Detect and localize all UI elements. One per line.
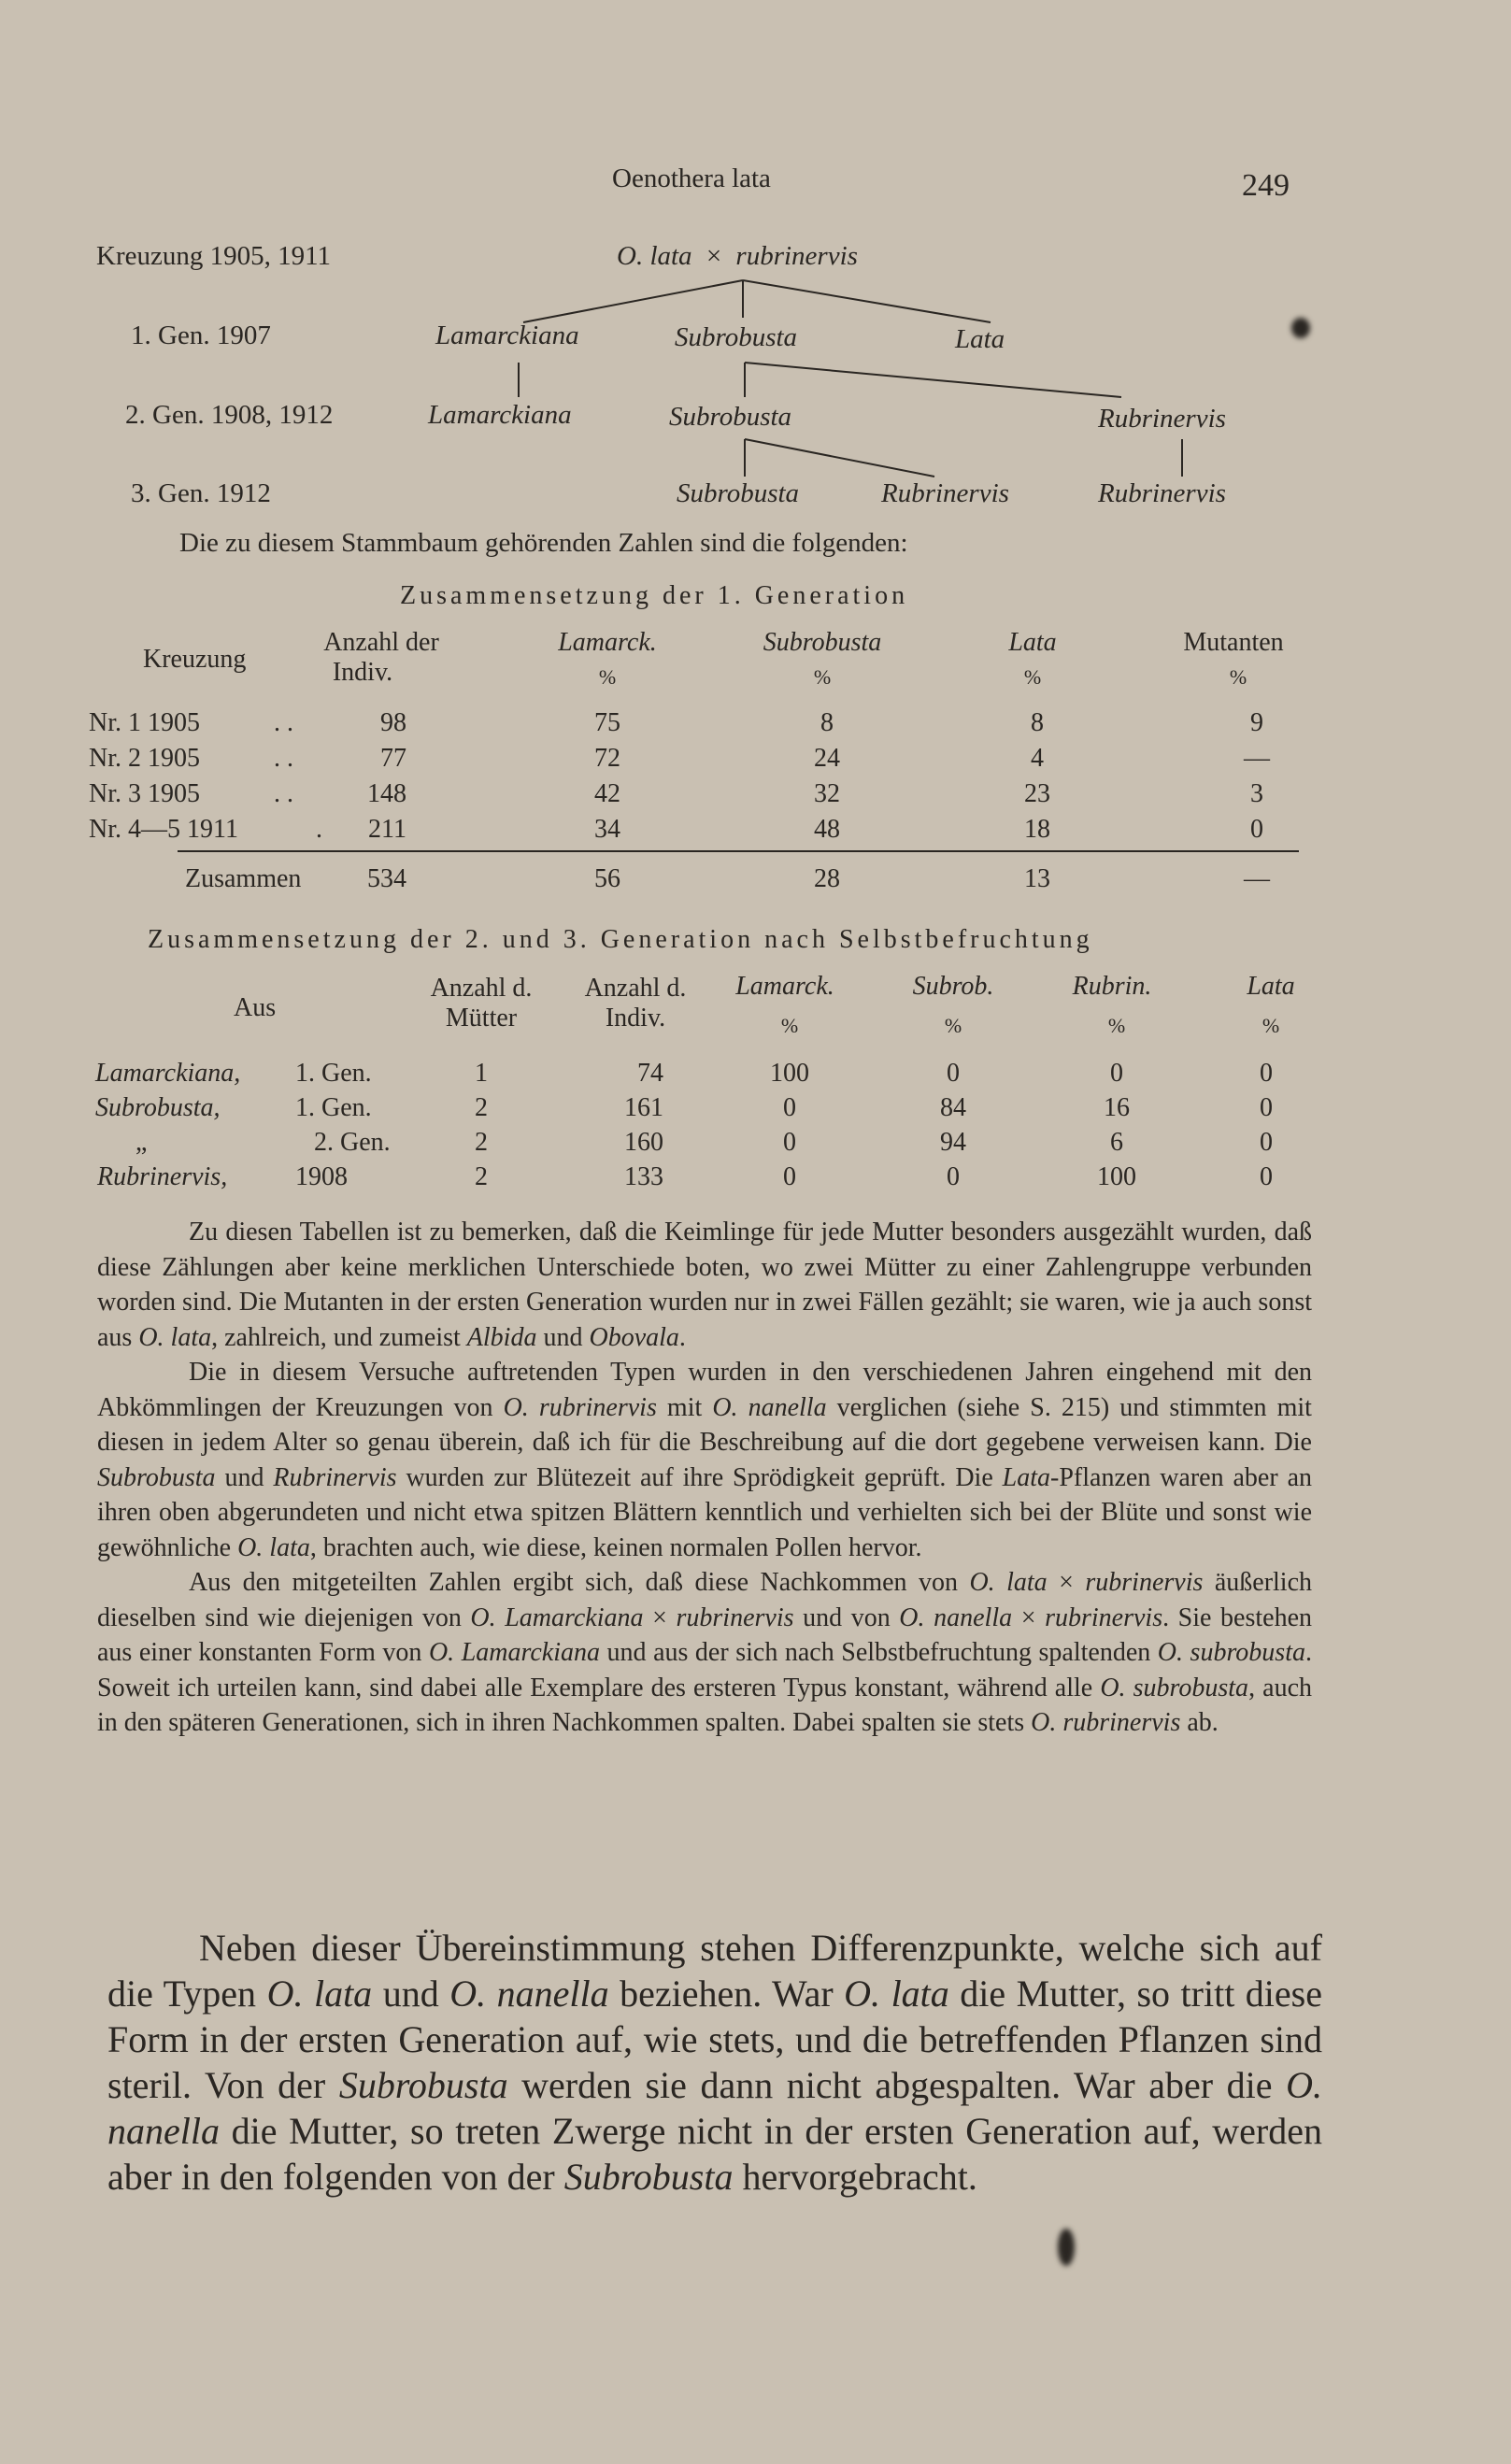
italic-span: O. lata (266, 1973, 373, 2015)
text-span: , zahlreich, und zumeist (211, 1322, 467, 1352)
row-lamarck: 42 (594, 779, 620, 808)
text-span: , auch in den späteren Generationen, sich in ihren Nachkommen spalten. Dabei spalten sie stets (97, 1673, 1313, 1737)
text-span: wurden zur Blütezeit auf ihre Sprödigkeit geprüft. Die (396, 1462, 1003, 1492)
table1-header-lata: Lata (1008, 628, 1057, 657)
table2-header-subrob: Subrob. (912, 972, 994, 1001)
table1-header-subrobusta: Subrobusta (763, 628, 882, 657)
cross-parent-b: rubrinervis (735, 241, 858, 271)
italic-span: Obovala (589, 1322, 679, 1352)
row-lamarck: 0 (783, 1093, 796, 1122)
table1-unit-lata: % (1023, 665, 1042, 689)
cross-formula (617, 241, 858, 272)
row-indiv: 160 (624, 1128, 663, 1157)
row-mutanten: — (1244, 744, 1270, 773)
row-label: Nr. 3 1905 (89, 779, 200, 808)
paragraph-3 (97, 1565, 1312, 1741)
row-lata: 4 (1031, 744, 1044, 773)
text-span: Zu diesen Tabellen ist zu bemerken, daß die Keimlinge für jede Mutter besonders ausgezählt wurden, daß diese Zählungen aber keine merklichen Unterschiede boten, wo zwei Mütter zu einer Zahlengruppe verbunden worden sind. Die Mutanten in der ersten Generation wurden nur in zwei Fällen gezählt; sie waren, wie ja auch sonst aus (97, 1218, 1312, 1352)
row-muetter: 1 (475, 1059, 488, 1088)
row-dots: . . (274, 779, 293, 808)
text-span: äußerlich dieselben sind wie diejenigen von (97, 1568, 1313, 1632)
text-span: , brachten auch, wie diese, keinen normalen Pollen hervor. (309, 1532, 922, 1562)
row-rubrin: 6 (1110, 1128, 1123, 1157)
table2-unit-lamarck: % (780, 1014, 799, 1037)
table2-unit-rubrin: % (1107, 1014, 1126, 1037)
gen1-lata: Lata (955, 324, 1005, 354)
total-lamarck: 56 (594, 864, 620, 893)
italic-span: O. lata (844, 1973, 949, 2015)
text-span: werden sie dann nicht abgespalten. War aber die (507, 2064, 1287, 2106)
page-number: 249 (1242, 168, 1290, 203)
row-gen: 1. Gen. (295, 1059, 372, 1088)
table1-header-anzahl (297, 628, 465, 688)
total-label: Zusammen (185, 864, 302, 893)
row-indiv: 98 (380, 708, 406, 737)
row-subrobusta: 32 (814, 779, 840, 808)
row-label: Nr. 4—5 1911 (89, 815, 238, 844)
text-span: × (643, 1602, 677, 1632)
row-dots: . (316, 815, 322, 844)
table1-title: Zusammensetzung der 1. Generation (400, 581, 909, 610)
row-rubrin: 16 (1104, 1093, 1130, 1122)
row-dots: . . (274, 708, 293, 737)
table2-title: Zusammensetzung der 2. und 3. Generation nach Selbstbefruchtung (148, 925, 1093, 954)
italic-span: Lata (1002, 1462, 1051, 1492)
italic-span: Albida (466, 1322, 537, 1352)
row-lata: 18 (1024, 815, 1050, 844)
row-dots: . . (274, 744, 293, 773)
italic-span: rubrinervis (676, 1602, 794, 1632)
italic-span: O. subrobusta (1100, 1673, 1249, 1702)
row-lamarck: 72 (594, 744, 620, 773)
table2-header-muetter-line1: Anzahl d. (430, 974, 533, 1003)
row-name: Subrobusta, (95, 1093, 221, 1122)
row-indiv: 77 (380, 744, 406, 773)
cross-parent-a: O. lata (617, 241, 692, 271)
table2-header-rubrin: Rubrin. (1072, 972, 1152, 1001)
table2-unit-subrob: % (944, 1014, 962, 1037)
table1-header-anzahl-line2: Indiv. (332, 658, 393, 687)
ink-smudge (1058, 2229, 1075, 2266)
row-indiv: 161 (624, 1093, 663, 1122)
text-span: . Sie bestehen aus einer konstanten Form von (97, 1602, 1313, 1667)
row-lata: 0 (1260, 1162, 1273, 1191)
total-subrobusta: 28 (814, 864, 840, 893)
table2-header-lata: Lata (1247, 972, 1295, 1001)
row-lata: 8 (1031, 708, 1044, 737)
italic-span: rubrinervis (1085, 1568, 1204, 1597)
text-span: und (215, 1462, 274, 1492)
row-subrobusta: 48 (814, 815, 840, 844)
row-lamarck: 100 (770, 1059, 809, 1088)
row-indiv: 211 (368, 815, 406, 844)
table2-header-indiv-line1: Anzahl d. (584, 974, 687, 1003)
table2-header-muetter-line2: Mütter (445, 1004, 518, 1033)
text-span: verglichen (siehe S. 215) und stimmten mit diesen in jedem Alter so genau überein, daß ich für die Beschreibung auf die dort gegebene verweisen kann. Die (97, 1392, 1312, 1457)
table2-header-indiv (561, 974, 710, 1033)
row-indiv: 148 (367, 779, 406, 808)
row-name: Rubrinervis, (97, 1162, 228, 1191)
row-gen: 1908 (295, 1162, 348, 1191)
total-mutanten: — (1244, 864, 1270, 893)
running-head: Oenothera lata (612, 164, 771, 193)
row-name: Lamarckiana, (95, 1059, 241, 1088)
pedigree-caption: Die zu diesem Stammbaum gehörenden Zahlen sind die folgenden: (179, 528, 908, 558)
text-span: die Mutter, so tritt diese Form in der ersten Generation auf, wie stets, und die betreffenden Pflanzen sind steril. Von der (107, 1973, 1322, 2106)
gen2-subrobusta: Subrobusta (669, 402, 792, 432)
row-mutanten: 9 (1250, 708, 1263, 737)
text-span: die Mutter, so treten Zwerge nicht in der ersten Generation auf, werden aber in den folgenden von der (107, 2110, 1322, 2198)
italic-span: O. lata (138, 1322, 212, 1352)
row-lata: 23 (1024, 779, 1050, 808)
table1-unit-mutanten: % (1229, 665, 1247, 689)
text-span: × (1012, 1602, 1046, 1632)
italic-span: Subrobusta (338, 2064, 508, 2106)
text-span: . Soweit ich urteilen kann, sind dabei alle Exemplare des ersteren Typus konstant, während alle (97, 1638, 1312, 1702)
row-muetter: 2 (475, 1093, 488, 1122)
table1-unit-lamarck: % (598, 665, 617, 689)
gen3-rubrinervis-b: Rubrinervis (1098, 478, 1226, 508)
text-span: und (536, 1322, 590, 1352)
italic-span: rubrinervis (1045, 1602, 1163, 1632)
total-lata: 13 (1024, 864, 1050, 893)
gen3-label: 3. Gen. 1912 (131, 478, 271, 508)
table1-header-lamarck: Lamarck. (558, 628, 657, 657)
table2-unit-lata: % (1262, 1014, 1280, 1037)
text-span: Die in diesem Versuche auftretenden Typen wurden in den verschiedenen Jahren eingehend mit den Abkömmlingen der Kreuzungen von (97, 1358, 1312, 1422)
row-lata: 0 (1260, 1128, 1273, 1157)
italic-span: O. rubrinervis (1031, 1708, 1181, 1737)
gen3-rubrinervis-a: Rubrinervis (881, 478, 1009, 508)
text-span: beziehen. War (608, 1973, 845, 2015)
row-name: „ (135, 1128, 148, 1157)
cross-label: Kreuzung 1905, 1911 (96, 241, 332, 271)
italic-span: O. Lamarckiana (470, 1602, 644, 1632)
gen1-subrobusta: Subrobusta (675, 322, 798, 352)
row-indiv: 133 (624, 1162, 663, 1191)
table1-rule (178, 850, 1299, 852)
row-lata: 0 (1260, 1059, 1273, 1088)
row-lamarck: 34 (594, 815, 620, 844)
italic-span: O. Lamarckiana (428, 1638, 600, 1667)
table1-header-mutanten: Mutanten (1183, 628, 1284, 657)
row-gen: 1. Gen. (295, 1093, 372, 1122)
text-span: und (372, 1973, 450, 2015)
gen1-label: 1. Gen. 1907 (131, 320, 271, 350)
row-subrob: 94 (940, 1128, 966, 1157)
italic-span: O. lata (237, 1532, 310, 1562)
row-label: Nr. 2 1905 (89, 744, 200, 773)
italic-span: Rubrinervis (273, 1462, 397, 1492)
table2-header-lamarck: Lamarck. (735, 972, 834, 1001)
row-subrobusta: 24 (814, 744, 840, 773)
paragraph-2 (97, 1355, 1312, 1565)
italic-span: O. lata (969, 1568, 1048, 1597)
row-rubrin: 0 (1110, 1059, 1123, 1088)
table2-header-indiv-line2: Indiv. (605, 1004, 666, 1033)
row-mutanten: 0 (1250, 815, 1263, 844)
text-span: Aus den mitgeteilten Zahlen ergibt sich, daß diese Nachkommen von (189, 1568, 970, 1597)
small-print-body (97, 1215, 1312, 1741)
gen2-lamarckiana: Lamarckiana (428, 400, 572, 430)
italic-span: Subrobusta (97, 1462, 216, 1492)
table1-header-kreuzung: Kreuzung (143, 645, 247, 674)
gen3-subrobusta: Subrobusta (677, 478, 800, 508)
italic-span: O. rubrinervis (503, 1392, 657, 1422)
row-label: Nr. 1 1905 (89, 708, 200, 737)
row-lamarck: 75 (594, 708, 620, 737)
paragraph-4 (107, 1925, 1322, 2200)
table1-header-anzahl-line1: Anzahl der (323, 628, 439, 657)
table2-header-muetter (406, 974, 556, 1033)
table1-unit-subrobusta: % (813, 665, 832, 689)
row-lata: 0 (1260, 1093, 1273, 1122)
row-subrob: 0 (947, 1059, 960, 1088)
text-span: mit (656, 1392, 713, 1422)
table2-header-aus: Aus (234, 993, 277, 1022)
gen1-lamarckiana: Lamarckiana (435, 320, 579, 350)
text-span: -Pflanzen waren aber an ihren oben abgerundeten und nicht etwa spitzen Blättern kenntlich und verhielten sich bei der Blüte und sonst wie gewöhnliche (97, 1462, 1313, 1562)
gen2-rubrinervis: Rubrinervis (1098, 404, 1226, 434)
ink-smudge (1291, 318, 1310, 338)
paragraph-1 (97, 1215, 1312, 1355)
cross-symbol: × (706, 241, 722, 271)
italic-span: O. nanella (899, 1602, 1013, 1632)
italic-span: O. nanella (712, 1392, 827, 1422)
large-print-body (107, 1925, 1322, 2200)
row-muetter: 2 (475, 1128, 488, 1157)
row-rubrin: 100 (1097, 1162, 1136, 1191)
gen2-label: 2. Gen. 1908, 1912 (125, 400, 334, 430)
italic-span: O. subrobusta (1157, 1638, 1305, 1667)
italic-span: O. nanella (449, 1973, 609, 2015)
row-subrob: 0 (947, 1162, 960, 1191)
row-gen: 2. Gen. (314, 1128, 391, 1157)
row-lamarck: 0 (783, 1162, 796, 1191)
row-subrob: 84 (940, 1093, 966, 1122)
text-span: und aus der sich nach Selbstbefruchtung spaltenden (600, 1638, 1158, 1667)
text-span: hervorgebracht. (733, 2156, 977, 2198)
italic-span: O. nanella (107, 2064, 1322, 2152)
text-span: × (1047, 1568, 1086, 1597)
italic-span: Subrobusta (563, 2156, 734, 2198)
text-span: ab. (1180, 1708, 1219, 1737)
row-muetter: 2 (475, 1162, 488, 1191)
row-indiv: 74 (637, 1059, 663, 1088)
total-indiv: 534 (367, 864, 406, 893)
text-span: Neben dieser Übereinstimmung stehen Differenzpunkte, welche sich auf die Typen (107, 1927, 1322, 2015)
row-lamarck: 0 (783, 1128, 796, 1157)
row-subrobusta: 8 (820, 708, 834, 737)
text-span: . (678, 1322, 686, 1352)
row-mutanten: 3 (1250, 779, 1263, 808)
text-span: und von (793, 1602, 900, 1632)
